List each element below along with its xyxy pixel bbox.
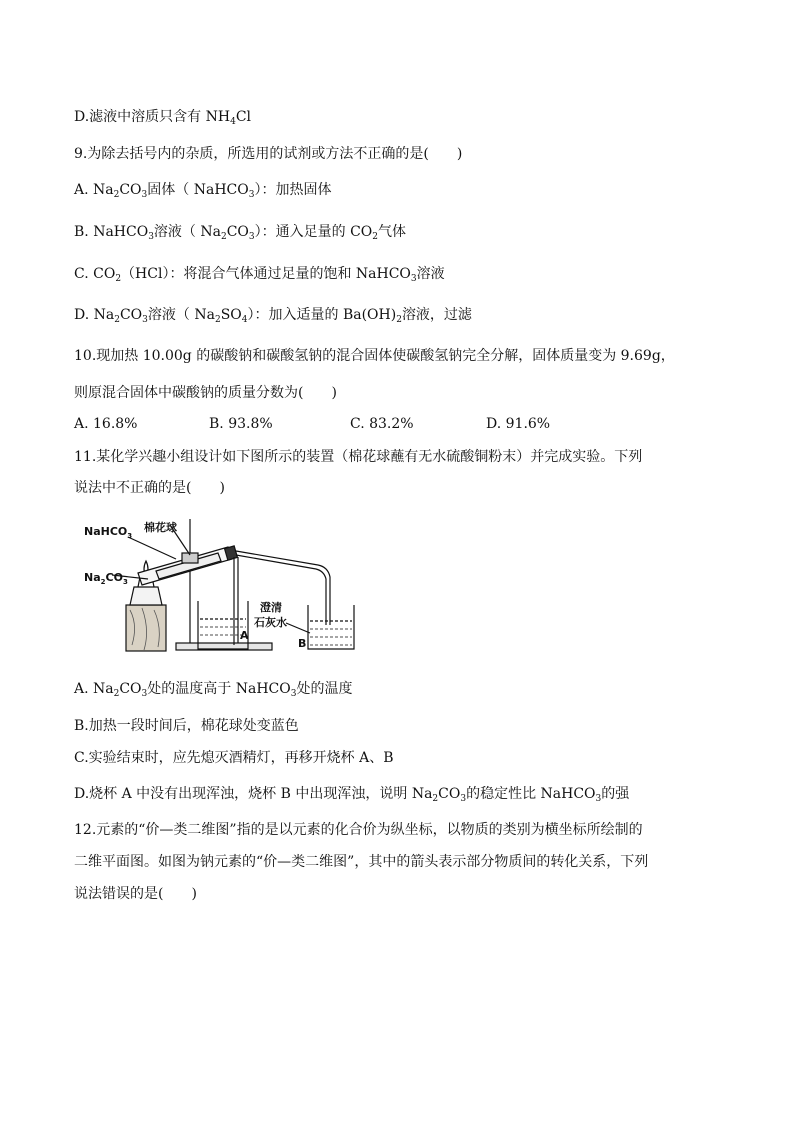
q10-stem-line1: 10.现加热 10.00g 的碳酸钠和碳酸氢钠的混合固体使碳酸氢钠完全分解，固体质量变为 9.69g， — [74, 348, 675, 364]
label-cotton-ball: 棉花球 — [144, 521, 177, 534]
q9-stem: 9.为除去括号内的杂质，所选用的试剂或方法不正确的是( ) — [74, 146, 463, 162]
apparatus-diagram — [78, 515, 368, 660]
q11-option-a: A. $Na_2CO_3$处的温度高于 NaHCO$_3$处的温度 — [74, 681, 353, 699]
label-na2co3: $Na_2CO_3$ — [84, 571, 128, 586]
q8-option-d: D.滤液中溶质只含有 $NH_4Cl$ — [74, 109, 252, 127]
q11-option-d: D.烧杯 A 中没有出现浑浊，烧杯 B 中出现浑浊，说明 $Na_2CO_3$的稳定性比 NaHCO$_3$的强 — [74, 786, 630, 804]
q11-stem-line1: 11.某化学兴趣小组设计如下图所示的装置（棉花球蘸有无水硫酸铜粉末）并完成实验。下列 — [74, 449, 643, 465]
q10-stem-line2: 则原混合固体中碳酸钠的质量分数为( ) — [74, 385, 337, 401]
q11-stem-line2: 说法中不正确的是( ) — [74, 480, 225, 496]
q10-option-a: A. 16.8% — [74, 416, 138, 432]
q12-stem-line1: 12.元素的“价—类二维图”指的是以元素的化合价为纵坐标，以物质的类别为横坐标所绘制的 — [74, 822, 643, 838]
q10-option-d: D. 91.6% — [486, 416, 551, 432]
label-b: B — [298, 637, 307, 650]
q10-options — [74, 414, 634, 434]
q11-option-c: C.实验结束时，应先熄灭酒精灯，再移开烧杯 A、B — [74, 750, 394, 766]
alcohol-lamp — [130, 587, 162, 605]
q10-option-c: C. 83.2% — [350, 416, 414, 432]
q11-option-b: B.加热一段时间后，棉花球处变蓝色 — [74, 718, 299, 734]
label-nahco3: NaHCO$_3$ — [84, 525, 133, 540]
q9-option-b: B. NaHCO$_3$溶液（ $Na_2CO_3$）：通入足量的 $CO_2$气体 — [74, 224, 407, 242]
q9-option-d: D. $Na_2CO_3$溶液（ $Na_2SO_4$）：加入适量的 $Ba(OH)_2$溶液，过滤 — [74, 307, 472, 325]
label-limewater: 石灰水 — [254, 616, 287, 629]
q12-stem-line3: 说法错误的是( ) — [74, 886, 197, 902]
label-clear: 澄清 — [260, 601, 282, 614]
q9-option-c: C. $CO_2(HCl)$：将混合气体通过足量的饱和 NaHCO$_3$溶液 — [74, 266, 445, 284]
q9-option-a: A. $Na_2CO_3$固体（ NaHCO$_3$）：加热固体 — [74, 182, 332, 200]
label-a: A — [240, 629, 249, 642]
q12-stem-line2: 二维平面图。如图为钠元素的“价—类二维图”，其中的箭头表示部分物质间的转化关系，下列 — [74, 854, 649, 870]
q10-option-b: B. 93.8% — [209, 416, 273, 432]
beaker-b — [308, 605, 354, 649]
